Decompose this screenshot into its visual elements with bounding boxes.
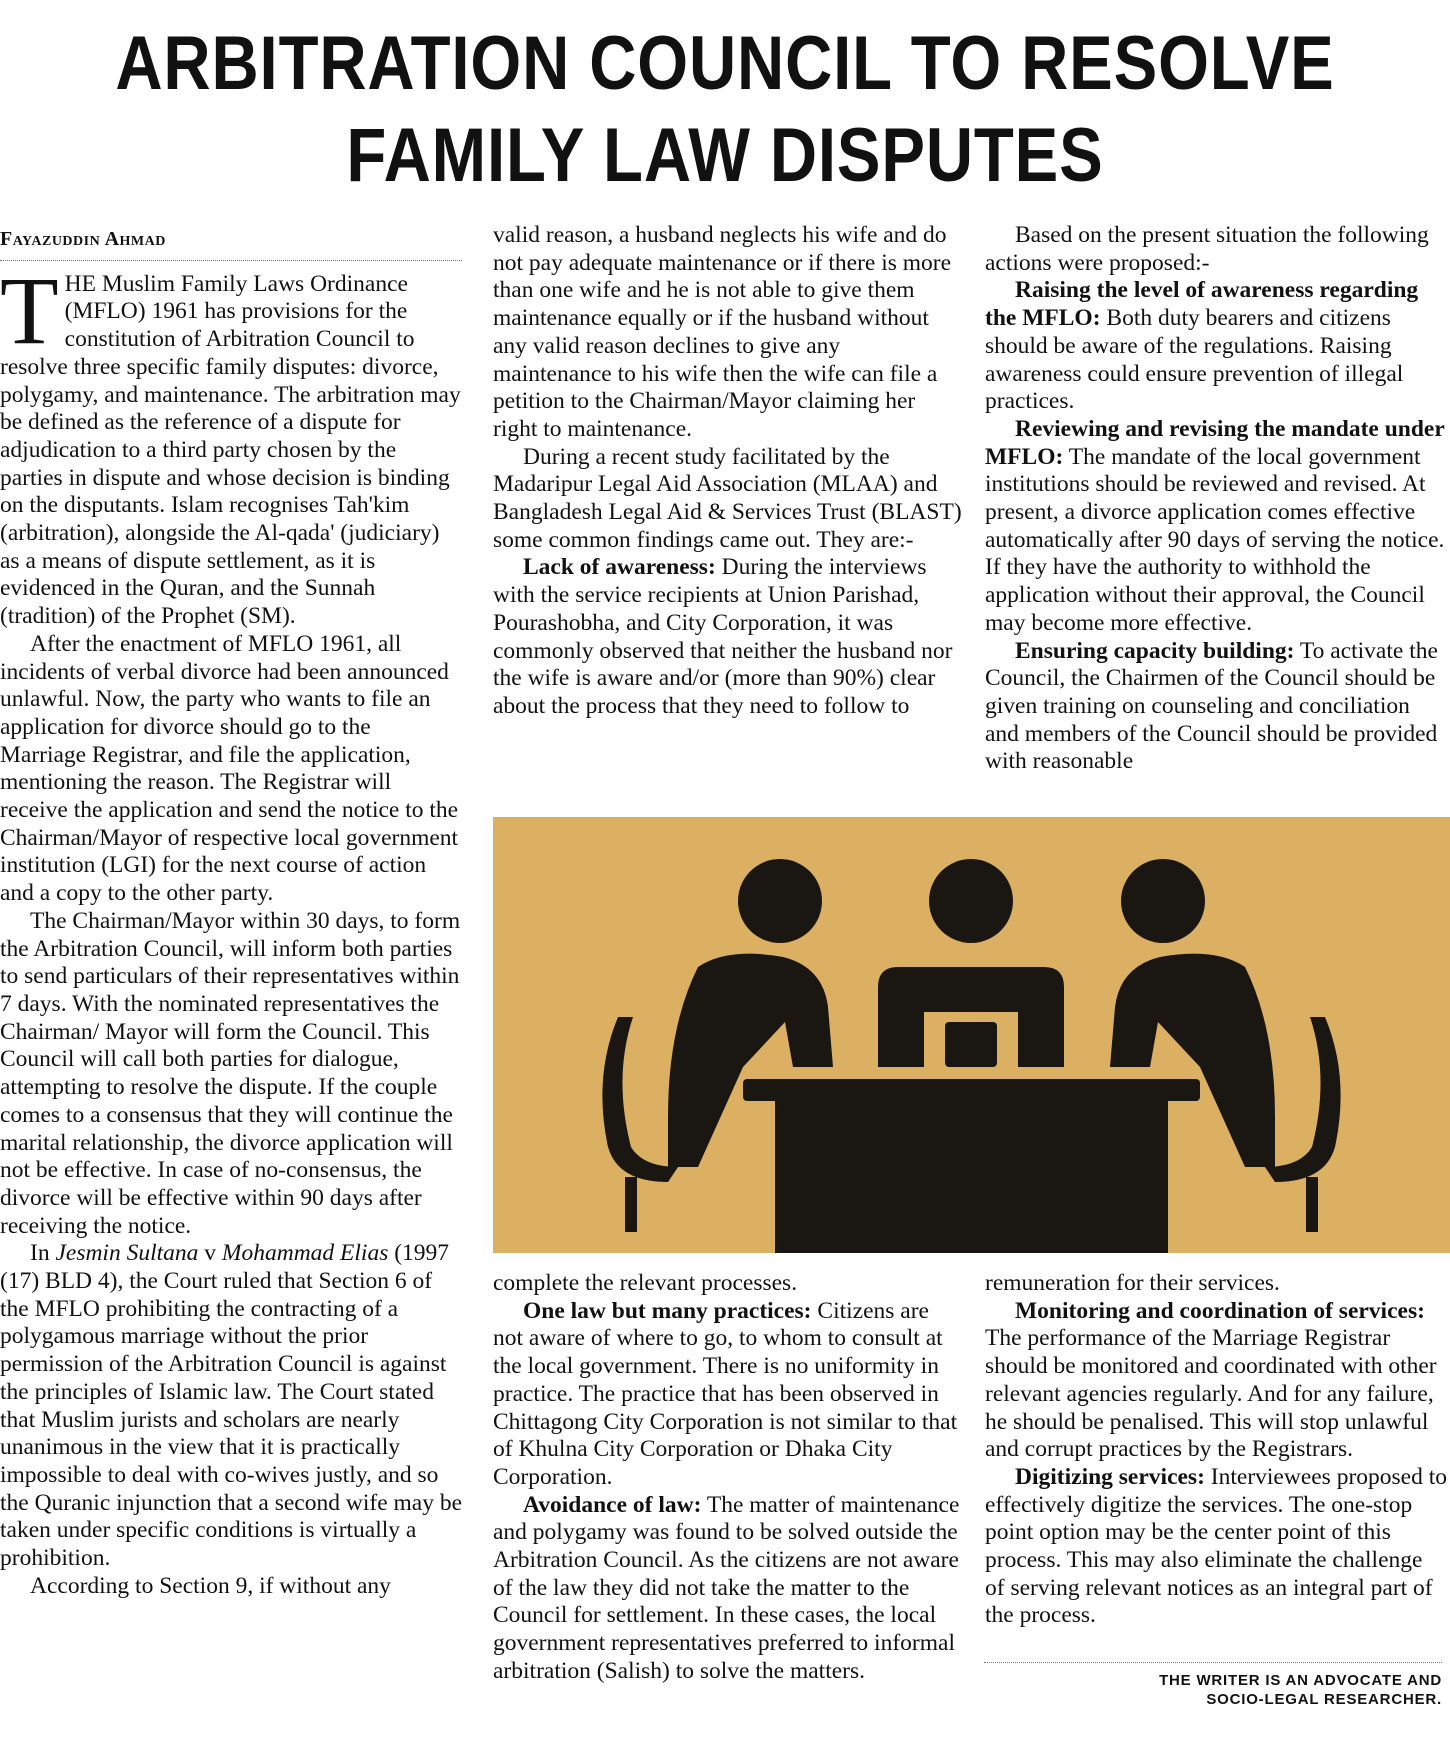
paragraph: After the enactment of MFLO 1961, all incidents of verbal divorce had been announced unlawful. Now, the party who wants to file an application for divorce should go to the Marriage Registrar, and file the application, mentioning the reason. The Registrar will receive the application and send the notice to the Chairman/Mayor of respective local government institution (LGI) for the next course of action and a copy to the other party. bbox=[0, 630, 459, 907]
paragraph bbox=[985, 1298, 1447, 1464]
meeting-people-icon bbox=[493, 817, 1450, 1253]
finding-text: The matter of maintenance and polygamy was found to be solved outside the Arbitration Council. As the citizens are not aware of the law they did not take the matter to the Council for settlement. In these cases, the local government representatives preferred to informal arbitration (Salish) to solve the matters. bbox=[493, 1491, 960, 1684]
paragraph bbox=[493, 1298, 963, 1492]
proposal-heading: Reviewing and revising the mandate under MFLO: bbox=[985, 415, 1445, 470]
finding-heading: One law but many practices: bbox=[523, 1297, 812, 1324]
finding-heading: Avoidance of law: bbox=[523, 1491, 702, 1518]
paragraph: remuneration for their services. bbox=[985, 1270, 1280, 1296]
intro-text: HE Muslim Family Laws Ordinance (MFLO) 1961 has provisions for the constitution of Arbitration Council to resolve three specific family disputes: divorce, polygamy, and maintenance. The arbitration may be defined as the reference of a dispute for adjudication to a third party chosen by the parties in dispute and whose decision is binding on the disputants. Islam recognises Tah'kim (arbitration), alongside the Al-qada' (judiciary) as a means of dispute settlement, as it is evidenced in the Quran, and the Sunnah (tradition) of the Prophet (SM). bbox=[0, 270, 461, 630]
writer-note-line-1: THE WRITER IS AN ADVOCATE AND bbox=[1159, 1672, 1442, 1689]
case-text: In bbox=[30, 1240, 56, 1267]
column-3-bottom bbox=[985, 1270, 1447, 1630]
paragraph: valid reason, a husband neglects his wife and do not pay adequate maintenance or if there is more than one wife and he is not able to give them maintenance equally or if the husband without any valid reason declines to give any maintenance to his wife then the wife can file a petition to the Chairman/Mayor claiming her right to maintenance. bbox=[493, 222, 952, 442]
finding-text: Citizens are not aware of where to go, to whom to consult at the local government. There is no uniformity in practice. The practice that has been observed in Chittagong City Corporation is not similar to that of Khulna City Corporation or Dhaka City Corporation. bbox=[493, 1297, 958, 1490]
drop-cap: T bbox=[0, 256, 59, 364]
paragraph bbox=[985, 1464, 1447, 1630]
paragraph bbox=[493, 554, 963, 720]
finding-text: During the interviews with the service recipients at Union Parishad, Pourashobha, and City Corporation, it was commonly observed that neither the husband nor the wife is aware and/or (more than 90%) clear about the process that they need to follow to bbox=[493, 554, 953, 719]
paragraph: complete the relevant processes. bbox=[493, 1270, 798, 1296]
column-1 bbox=[0, 226, 462, 1600]
paragraph: According to Section 9, if without any bbox=[30, 1572, 391, 1599]
headline-line-1: ARBITRATION COUNCIL TO RESOLVE bbox=[115, 21, 1335, 106]
proposal-heading: Monitoring and coordination of services: bbox=[1015, 1297, 1425, 1324]
case-text: (1997 (17) BLD 4), the Court ruled that Section 6 of the MFLO prohibiting the contracting of a polygamous marriage without the prior permission of the Arbitration Council is against the principles of Islamic law. The Court stated that Muslim jurists and scholars are nearly unanimous in the view that it is practically impossible to deal with co-wives justly, and so the Quranic injunction that a second wife may be taken under specific conditions is virtually a prohibition. bbox=[0, 1240, 463, 1572]
finding-heading: Lack of awareness: bbox=[523, 554, 716, 581]
paragraph bbox=[985, 638, 1447, 777]
paragraph: The Chairman/Mayor within 30 days, to form the Arbitration Council, will inform both parties to send particulars of their representatives within 7 days. With the nominated representatives the Chairman/ Mayor will form the Council. This Council will call both parties for dialogue, attempting to resolve the dispute. If the couple comes to a consensus that they will continue the marital relationship, the divorce application will not be effective. In case of no-consensus, the divorce will be effective within 90 days after receiving the notice. bbox=[0, 907, 461, 1239]
paragraph bbox=[985, 416, 1447, 638]
writer-note-line-2: SOCIO-LEGAL RESEARCHER. bbox=[1206, 1691, 1442, 1708]
proposal-text: To activate the Council, the Chairmen of the Council should be given training on counseling and conciliation and members of the Council should be provided with reasonable bbox=[985, 637, 1438, 775]
proposal-text: Interviewees proposed to effectively digitize the services. The one-stop point option may be the center point of this process. This may also eliminate the challenge of serving relevant notices as an integral part of the process. bbox=[985, 1463, 1448, 1629]
headline-line-2: FAMILY LAW DISPUTES bbox=[346, 113, 1104, 198]
paragraph: Based on the present situation the following actions were proposed:- bbox=[985, 222, 1429, 276]
proposal-text: The performance of the Marriage Registrar should be monitored and coordinated with other relevant agencies regularly. And for any failure, he should be penalised. This will stop unlawful and corrupt practices by the Registrars. bbox=[985, 1325, 1437, 1463]
paragraph: During a recent study facilitated by the Madaripur Legal Aid Association (MLAA) and Bangladesh Legal Aid & Services Trust (BLAST) some common findings came out. They are:- bbox=[493, 443, 962, 553]
paragraph-intro bbox=[0, 256, 462, 631]
paragraph bbox=[985, 277, 1447, 416]
case-versus: v bbox=[198, 1240, 222, 1267]
case-party-1: Jesmin Sultana bbox=[55, 1240, 199, 1267]
illustration-meeting bbox=[493, 817, 1450, 1253]
column-2-bottom bbox=[493, 1270, 963, 1686]
proposal-heading: Raising the level of awareness regarding the MFLO: bbox=[985, 277, 1419, 332]
column-3-top bbox=[985, 222, 1447, 776]
paragraph bbox=[493, 1492, 963, 1686]
byline: Fayazuddin Ahmad bbox=[0, 226, 462, 261]
paragraph-case bbox=[0, 1240, 462, 1572]
proposal-heading: Ensuring capacity building: bbox=[1015, 637, 1295, 664]
headline bbox=[102, 18, 1349, 202]
proposal-text: Both duty bearers and citizens should be aware of the regulations. Raising awareness could ensure prevention of illegal practices. bbox=[985, 305, 1404, 415]
column-2-top bbox=[493, 222, 963, 721]
writer-note bbox=[984, 1662, 1442, 1709]
case-party-2: Mohammad Elias bbox=[221, 1240, 389, 1267]
proposal-heading: Digitizing services: bbox=[1015, 1463, 1205, 1490]
proposal-text: The mandate of the local government institutions should be reviewed and revised. At present, a divorce application comes effective automatically after 90 days of serving the notice. If they have the authority to withhold the application without their approval, the Council may become more effective. bbox=[985, 443, 1445, 636]
